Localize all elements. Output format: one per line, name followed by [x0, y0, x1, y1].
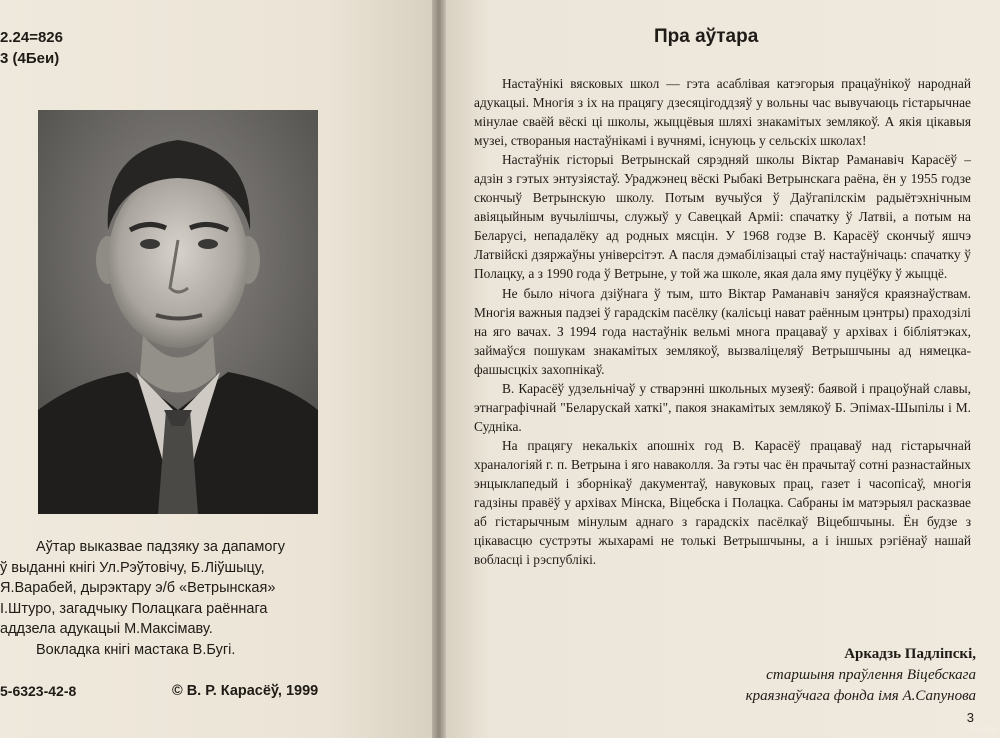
book-spine — [432, 0, 446, 738]
udc-line-1: 2.24=826 — [0, 29, 63, 46]
watermark: © ay.by — [968, 724, 998, 734]
cover-credit: Вокладка кнігі мастака В.Бугі. — [36, 641, 236, 658]
about-author-text — [474, 74, 971, 569]
thanks-line: ў выданні кнігі Ул.Рэўтовічу, Б.Ліўшыцу, — [0, 559, 265, 576]
signature-name: Аркадзь Падліпскі, — [844, 646, 976, 662]
copyright: © В. Р. Карасёў, 1999 — [172, 683, 319, 699]
thanks-line: аддзела адукацыі М.Максімаву. — [0, 621, 213, 637]
page-number: 3 — [966, 710, 974, 725]
paragraph: На працягу некалькіх апошніх год В. Карасёў працаваў над гістарычнай храналогіяй г. п. Ветрына і яго наваколля. За гэты час ён прачытаў сотні разнастайных энцыклапедый і зборнікаў дакументаў, навуковых прац, газет і часопісаў, многія гадзіны правёў у архівах Мінска, Віцебска і Полацка. Сабраны ім матэрыял расказвае аб гістарычным мінулым аднаго з гарадскіх пасёлкаў Віцебшчыны. Ён будзе з цікавасцю сустрэты жыхарамі не толькі Ветрышчыны, а і іншых рэгіёнаў нашай вобласці і рэспублікі. — [474, 437, 971, 568]
signature-block — [746, 644, 976, 707]
paragraph: Настаўнікі вясковых школ — гэта асаблівая катэгорыя працаўнікоў народнай адукацыі. Многія з іх на працягу дзесяцігоддзяў у вольны час вывучаюць гістарычнае мінулае сваёй вёскі ці школы, жыццёвыя шляхі знакамітых землякоў. А якія цікавыя музеі, створаныя настаўнікамі і вучнямі, існуюць у сельскіх школах! — [474, 76, 971, 149]
paragraph: В. Карасёў удзельнічаў у стварэнні школьных музеяў: баявой і працоўнай славы, этнаграфічнай "Беларускай хаткі", пакоя знакамітых землякоў Б. Эпімах-Шыпілы і М. Судніка. — [474, 380, 971, 434]
page-title: Пра аўтара — [654, 26, 759, 47]
paragraph: Настаўнік гісторыі Ветрынскай сярэдняй школы Віктар Раманавіч Карасёў – адзін з гэтых энтузіястаў. Ураджэнец вёскі Рыбакі Ветрынскага раёна, ён у 1955 годзе скончыў Ветрынскую школу. Потым вучыўся ў Даўгапілскім радыётэхнічным авіяцыйным вучылішчы, служыў у Савецкай Арміі: спачатку ў Латвіі, а потым на Беларусі, непадалёку ад родных мясцін. У 1968 годзе В. Карасёў скончыў яшчэ Латвійскі дзяржаўны універсітэт. А пасля дэмабілізацыі стаў настаўнічаць: спачатку ў Полацку, а з 1990 года ў Ветрыне, у той жа школе, якая дала яму пуцёўку ў жыццё. — [474, 152, 971, 282]
author-portrait-photo — [38, 110, 318, 514]
signature-role: краязнаўчага фонда імя А.Сапунова — [745, 688, 976, 704]
left-page — [0, 0, 436, 738]
thanks-line: Аўтар выказвае падзяку за дапамогу — [36, 539, 286, 555]
acknowledgements — [0, 537, 340, 660]
thanks-line: Я.Варабей, дырэктару э/б «Ветрынская» — [0, 580, 276, 596]
udc-line-2: 3 (4Беи) — [0, 50, 60, 67]
udc-codes — [0, 27, 63, 69]
portrait-illustration — [38, 110, 318, 514]
isbn: 5-6323-42-8 — [0, 683, 77, 699]
paragraph: Не было нічога дзіўнага ў тым, што Віктар Раманавіч заняўся краязнаўствам. Многія важныя падзеі ў гарадскім пасёлку (калісьці нават раённым цэнтры) праходзілі на яго вачах. З 1994 года настаўнік вельмі многа працаваў у архівах і бібліятэках, займаўся пошукам знакамітых землякоў, вызваліцеляў Ветрышчыны ад нямецка-фашысцкіх захопнікаў. — [474, 285, 971, 377]
thanks-line: І.Штуро, загадчыку Полацкага раённага — [0, 600, 268, 617]
right-page — [446, 0, 1000, 738]
signature-role: старшыня праўлення Віцебскага — [766, 667, 976, 683]
